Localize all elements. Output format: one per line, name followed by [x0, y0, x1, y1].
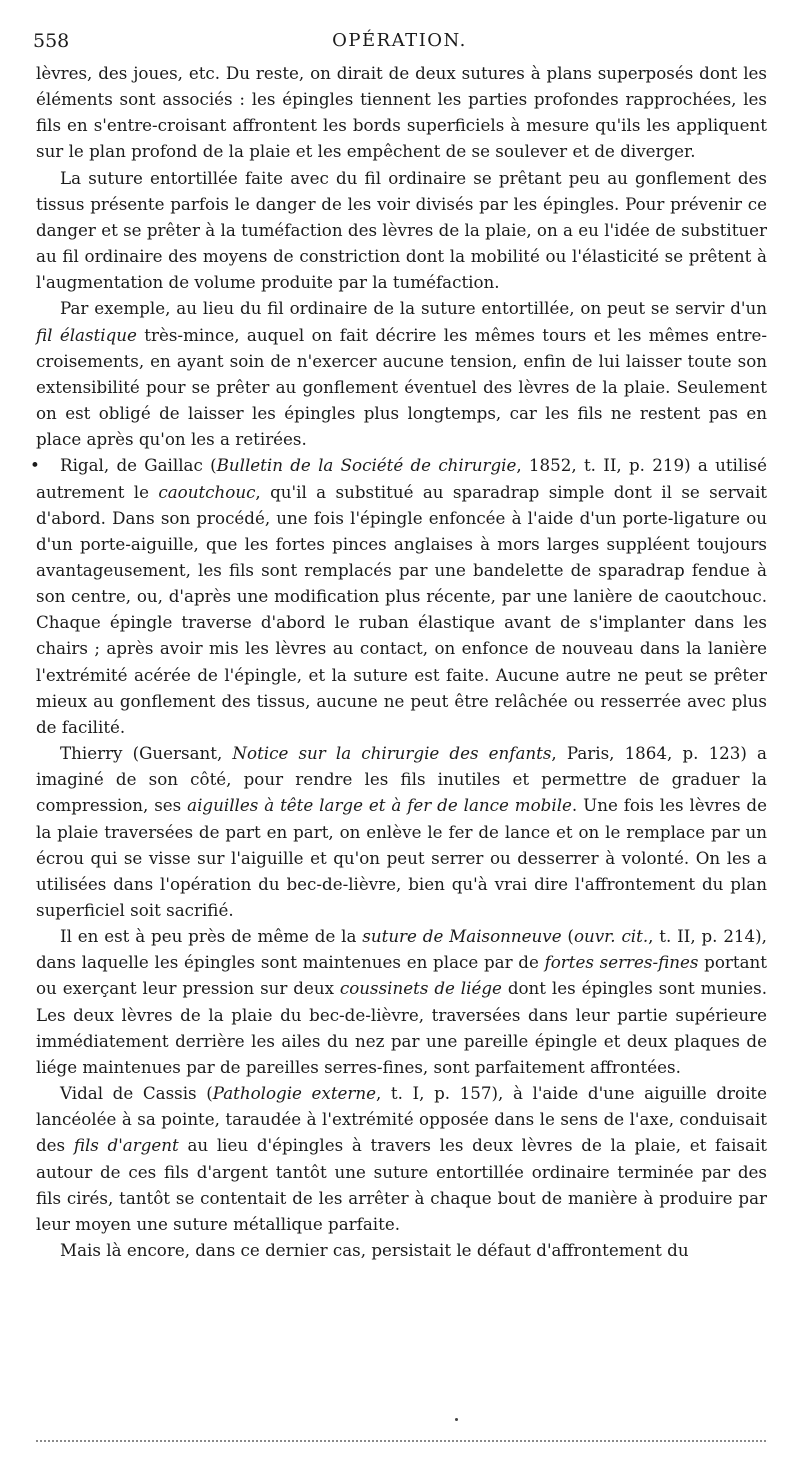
text-run: , Paris, 1864, p. 123) a imaginé de son côté, pour rendre les fils inutiles et permettre de graduer la compression, ses [36, 743, 767, 816]
text-run: Vidal de Cassis ( [60, 1083, 213, 1104]
text-run: portant ou exerçant leur pression sur deux [36, 952, 767, 999]
text-run: Mais là encore, dans ce dernier cas, persistait le défaut d'affrontement du [60, 1240, 689, 1261]
text-run: Par exemple, au lieu du fil ordinaire de la suture entortillée, on peut se servir d'un [60, 298, 767, 319]
page-header [33, 30, 766, 56]
italic-run: fil élastique [36, 324, 137, 345]
paragraph [36, 1080, 767, 1237]
text-run: Thierry (Guersant, [60, 743, 233, 764]
body-text [30, 60, 767, 1263]
italic-run: ouvr. cit. [573, 926, 649, 947]
paragraph [36, 1237, 767, 1263]
text-run: dont les épingles sont munies. Les deux lèvres de la plaie du bec-de-lièvre, traversées dans leur partie supérieure immédiatement derrière les ailes du nez par une pareille épingle et deux plaques de liége maintenues par de pareilles serres-fines, sont parfaitement affrontées. [36, 978, 767, 1077]
text-run: très-mince, auquel on fait décrire les mêmes tours et les mêmes entre-croisements, en ayant soin de n'exercer aucune tension, enfin de lui laisser toute son extensibilité pour se prêter au gonflement éventuel des lèvres de la plaie. Seulement on est obligé de laisser les épingles plus longtemps, car les fils ne restent pas en place après qu'on les a retirées. [36, 324, 767, 450]
paragraph [36, 165, 767, 296]
paragraph [36, 295, 767, 452]
text-run: , 1852, t. II, p. 219) a utilisé autrement le [36, 455, 767, 502]
text-run: . Une fois les lèvres de la plaie traversées de part en part, on enlève le fer de lance et on le remplace par un écrou qui se visse sur l'aiguille et qu'on peut serrer ou desserrer à volonté. On les a utilisées dans l'opération du bec-de-lièvre, bien qu'à vrai dire l'affrontement du plan superficiel soit sacrifié. [36, 795, 767, 920]
text-run: , qu'il a substitué au sparadrap simple dont il se servait d'abord. Dans son procédé, une fois l'épingle enfoncée à l'aide d'un porte-ligature ou d'un porte-aiguille, que les fortes pinces anglaises à mors larges suppléent toujours avantageusement, les fils sont remplacés par une bandelette de sparadrap fendue à son centre, ou, d'après une modification plus récente, par une lanière de caoutchouc. Chaque épingle traverse d'abord le ruban élastique avant de s'implanter dans les chairs ; après avoir mis les lèvres au contact, on enfonce de nouveau dans la lanière l'extrémité acérée de l'épingle, et la suture est faite. Aucune autre ne peut se prêter mieux au gonflement des tissus, aucune ne peut être relâchée ou resserrée avec plus de facilité. [36, 481, 767, 737]
italic-run: suture de Maisonneuve [362, 926, 562, 947]
italic-run: Bulletin de la Société de chirurgie [216, 455, 517, 476]
running-title: OPÉRATION. [332, 30, 467, 51]
italic-run: caoutchouc [158, 481, 256, 502]
paragraph [36, 60, 767, 165]
footer-dotted-rule [36, 1440, 766, 1442]
italic-run: aiguilles à tête large et à fer de lance mobile [187, 795, 572, 816]
page-number: 558 [33, 30, 70, 52]
text-run: Il en est à peu près de même de la [60, 926, 363, 947]
paragraph [36, 923, 767, 1080]
text-run: La suture entortillée faite avec du fil ordinaire se prêtant peu au gonflement des tissus présente parfois le danger de les voir divisés par les épingles. Pour prévenir ce danger et se prêter à la tuméfaction des lèvres de la plaie, on a eu l'idée de substituer au fil ordinaire des moyens de constriction dont la mobilité ou l'élasticité se prêtent à l'augmentation de volume produite par la tuméfaction. [36, 167, 767, 293]
italic-run: fortes serres-fines [544, 952, 699, 973]
paragraph [30, 452, 767, 740]
italic-run: Notice sur la chirurgie des enfants [232, 743, 552, 764]
text-run: au lieu d'épingles à travers les deux lèvres de la plaie, et faisait autour de ces fils d'argent tantôt une suture entortillée ordinaire terminée par des fils cirés, tantôt se contentait de les arrêter à chaque bout de manière à produire par leur moyen une suture métallique parfaite. [36, 1135, 767, 1234]
italic-run: fils d'argent [73, 1135, 179, 1156]
italic-run: Pathologie externe [212, 1083, 377, 1104]
bullet-mark: • [30, 455, 40, 476]
text-run: ( [561, 926, 574, 947]
text-run: lèvres, des joues, etc. Du reste, on dirait de deux sutures à plans superposés dont les éléments sont associés : les épingles tiennent les parties profondes rapprochées, les fils en s'entre-croisant affrontent les bords superficiels à mesure qu'ils les appliquent sur le plan profond de la plaie et les empêchent de se soulever et de diverger. [36, 63, 767, 162]
text-run: Rigal, de Gaillac ( [60, 455, 217, 476]
ink-speck [455, 1418, 458, 1421]
paragraph [36, 740, 767, 923]
italic-run: coussinets de liége [339, 978, 502, 999]
text-run: , t. I, p. 157), à l'aide d'une aiguille droite lancéolée à sa pointe, taraudée à l'extrémité opposée dans le sens de l'axe, conduisait des [36, 1083, 767, 1156]
text-run: , t. II, p. 214), dans laquelle les épingles sont maintenues en place par de [36, 926, 767, 973]
